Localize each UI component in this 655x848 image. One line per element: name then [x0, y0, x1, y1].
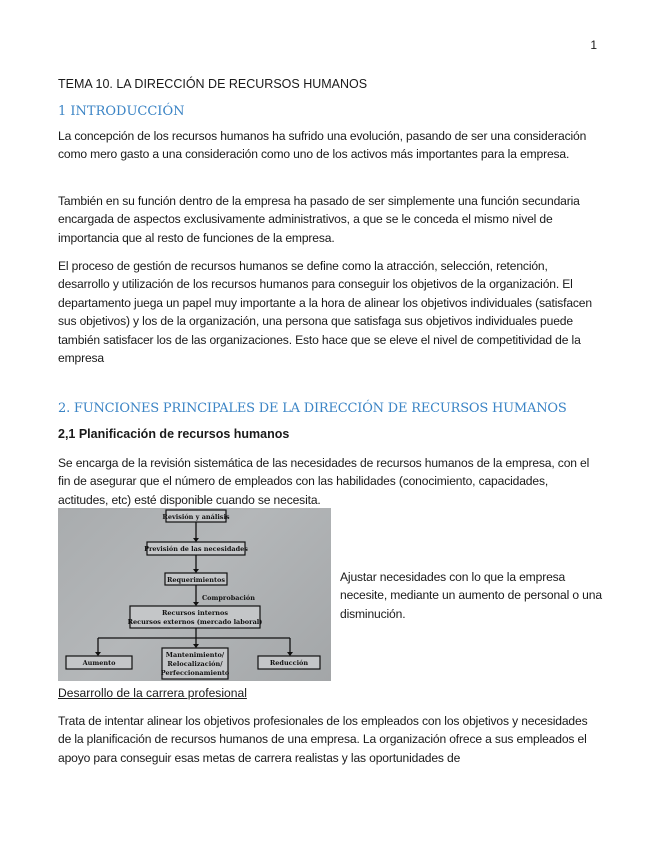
diagram-label-recursos-2: Recursos externos (mercado laboral) — [127, 618, 263, 626]
intro-paragraph-1: La concepción de los recursos humanos ha sufrido una evolución, pasando de ser una consideración como mero gasto a una consideración como uno de los activos más importantes para la empresa. — [58, 129, 587, 162]
diagram-label-requerimientos: Requerimientos — [166, 576, 226, 584]
intro-paragraph-3: El proceso de gestión de recursos humanos se define como la atracción, selección, retención, desarrollo y utilización de los recursos humanos para conseguir los objetivos de la organización. El departamento juega un papel muy importante a la hora de alinear los objetivos individuales (satisfacen sus objetivos) y los de la organización, una persona que satisfaga sus objetivos individuales puede también satisfacer los de las organizaciones. Esto hace que se eleve el nivel de competitividad de la empresa — [58, 259, 592, 366]
diagram-side-note: Ajustar necesidades con lo que la empresa necesite, mediante un aumento de personal o una disminución. — [340, 570, 602, 621]
diagram-label-recursos-1: Recursos internos — [161, 609, 229, 617]
section-heading-introduccion: 1 INTRODUCCIÓN — [58, 104, 185, 119]
diagram-label-revision: Revisión y análisis — [162, 513, 230, 521]
diagram-label-mant-1: Mantenimiento/ — [165, 651, 225, 659]
subheading-planificacion: 2,1 Planificación de recursos humanos — [58, 427, 290, 441]
document-title: TEMA 10. LA DIRECCIÓN DE RECURSOS HUMANOS — [58, 77, 368, 91]
diagram-label-prevision: Previsión de las necesidades — [144, 545, 248, 553]
planificacion-paragraph: Se encarga de la revisión sistemática de las necesidades de recursos humanos de la empresa, con el fin de asegurar que el número de empleados con las habilidades (conocimiento, capacidades, actitudes, etc) esté disponible cuando se necesita. — [58, 456, 590, 507]
planning-flow-diagram — [58, 508, 331, 681]
subheading-desarrollo-carrera: Desarrollo de la carrera profesional — [58, 686, 247, 700]
page-number: 1 — [590, 38, 597, 52]
desarrollo-paragraph: Trata de intentar alinear los objetivos profesionales de los empleados con los objetivos y necesidades de la planificación de recursos humanos de una empresa. La organización ofrece a sus empleados el apoyo para conseguir esas metas de carrera realistas y las oportunidades de — [58, 714, 588, 765]
section-heading-funciones: 2. FUNCIONES PRINCIPALES DE LA DIRECCIÓN DE RECURSOS HUMANOS — [58, 401, 567, 416]
diagram-label-mant-2: Relocalización/ — [167, 660, 223, 668]
intro-paragraph-2: También en su función dentro de la empresa ha pasado de ser simplemente una función secundaria encargada de aspectos exclusivamente administrativos, a que se le conceda el mismo nivel de importancia que al resto de funciones de la empresa. — [58, 194, 580, 245]
diagram-label-mant-3: Perfeccionamiento — [160, 669, 230, 677]
diagram-label-reduccion: Reducción — [269, 659, 309, 667]
diagram-label-comprobacion: Comprobación — [202, 594, 255, 602]
diagram-label-aumento: Aumento — [82, 659, 116, 667]
